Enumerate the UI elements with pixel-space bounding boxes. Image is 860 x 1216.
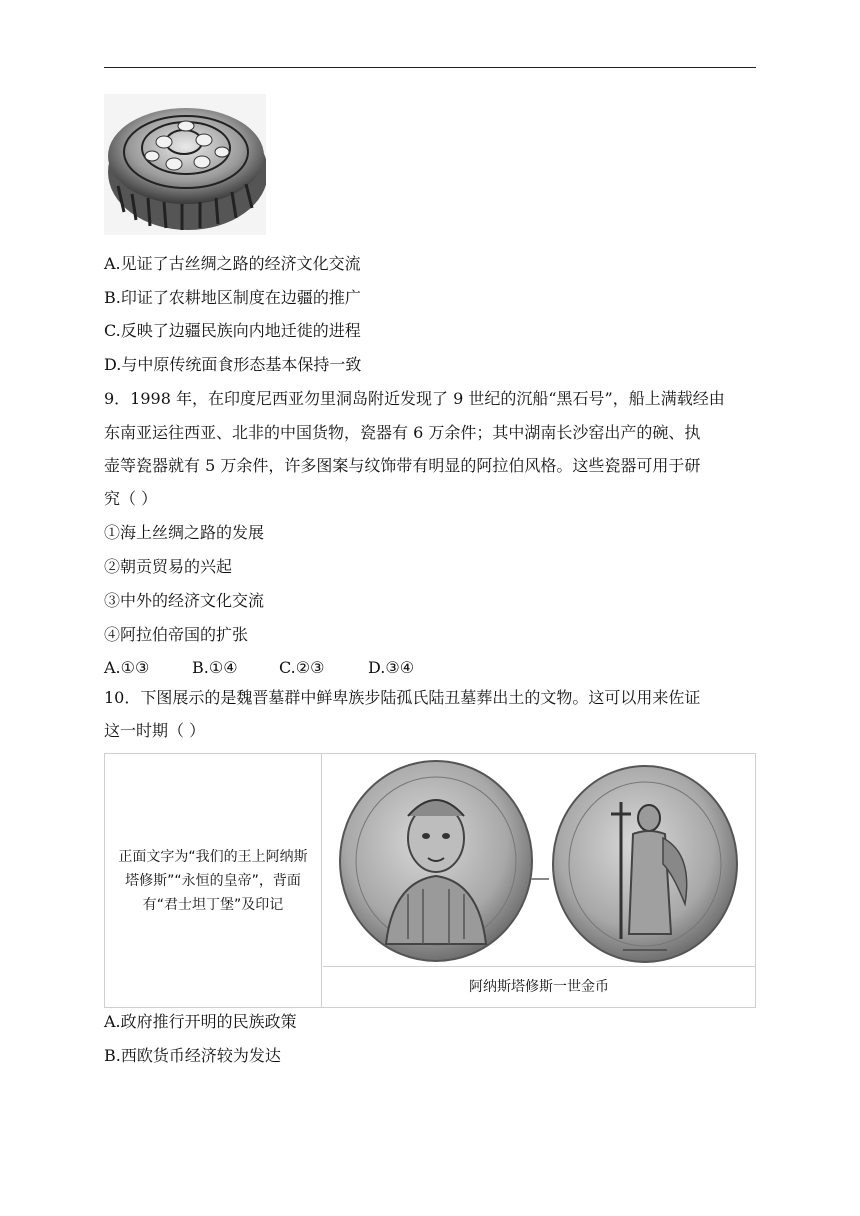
q9-stem-line-3: 壶等瓷器就有 5 万余件，许多图案与纹饰带有明显的阿拉伯风格。这些瓷器可用于研 (104, 456, 701, 475)
q10-stem-line-1: 10．下图展示的是魏晋墓群中鲜卑族步陆孤氏陆丑墓葬出土的文物。这可以用来佐证 (104, 688, 701, 707)
q9-choice-c: C.②③ (279, 658, 325, 677)
q8-option-c: C.反映了边疆民族向内地迁徙的进程 (104, 321, 361, 340)
q9-item-2: ②朝贡贸易的兴起 (104, 557, 233, 576)
q10-option-b: B.西欧货币经济较为发达 (104, 1046, 281, 1065)
q8-option-b: B.印证了农耕地区制度在边疆的推广 (104, 288, 361, 307)
pastry-artifact-image (104, 94, 266, 235)
q9-choices (104, 658, 414, 678)
header-rule (104, 67, 756, 68)
q10-figure-table (104, 753, 756, 1008)
q9-item-3: ③中外的经济文化交流 (104, 591, 265, 610)
q9-item-4: ④阿拉伯帝国的扩张 (104, 625, 249, 644)
q10-option-a: A.政府推行开明的民族政策 (104, 1012, 297, 1031)
q9-choice-b: B.①④ (192, 658, 238, 677)
gold-coin-image (323, 754, 755, 966)
q10-stem-line-2: 这一时期（ ） (104, 721, 206, 740)
q9-stem-line-4: 究（ ） (104, 489, 158, 508)
q8-option-d: D.与中原传统面食形态基本保持一致 (104, 355, 362, 374)
coin-description-cell (105, 754, 322, 1007)
q9-item-1: ①海上丝绸之路的发展 (104, 523, 265, 542)
q9-choice-d: D.③④ (368, 658, 415, 677)
q9-choice-a: A.①③ (104, 658, 150, 677)
q9-stem-line-2: 东南亚运往西亚、北非的中国货物，瓷器有 6 万余件；其中湖南长沙窑出产的碗、执 (104, 423, 701, 442)
q9-stem-line-1: 9．1998 年，在印度尼西亚勿里洞岛附近发现了 9 世纪的沉船“黑石号”，船上满载经由 (104, 389, 725, 408)
coin-description-text: 正面文字为“我们的王上阿纳斯塔修斯”“永恒的皇帝”，背面有“君士坦丁堡”及印记 (118, 848, 308, 913)
q8-option-a: A.见证了古丝绸之路的经济文化交流 (104, 254, 361, 273)
coin-caption: 阿纳斯塔修斯一世金币 (323, 966, 755, 1007)
